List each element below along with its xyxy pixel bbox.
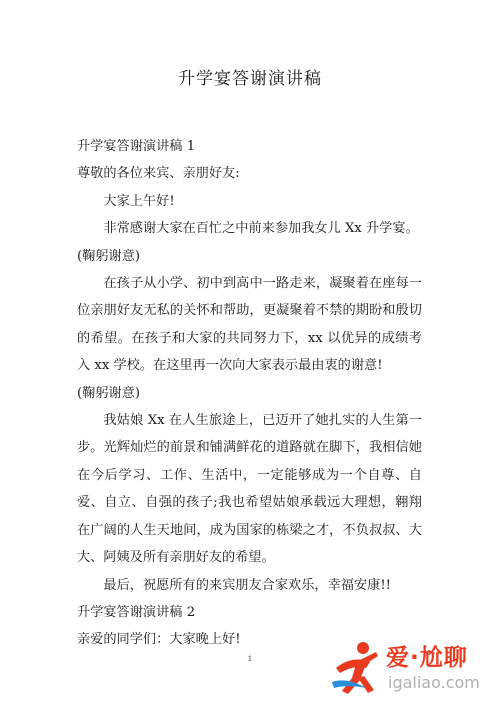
- paragraph: 升学宴答谢演讲稿 1: [77, 139, 196, 154]
- paragraph: 大家上午好!: [103, 193, 175, 209]
- watermark-brand: 爱·尬聊: [386, 645, 468, 671]
- paragraph: 升学宴答谢演讲稿 2: [77, 604, 196, 620]
- document-title: 升学宴答谢演讲稿: [178, 69, 322, 89]
- paragraph: 最后，祝愿所有的来宾朋友合家欢乐，幸福安康!!: [103, 577, 391, 593]
- site-watermark: [326, 636, 496, 702]
- running-figure-logo-icon: [330, 638, 384, 698]
- paragraph: (鞠躬谢意): [77, 385, 141, 401]
- watermark-url: igaliao.com: [388, 673, 480, 692]
- paragraph: 亲爱的同学们：大家晚上好!: [77, 632, 241, 648]
- document-body: [77, 133, 422, 654]
- paragraph: 我姑娘 Xx 在人生旅途上，已迈开了她扎实的人生第一步。光辉灿烂的前景和铺满鲜花的道路就在脚下，我相信她在今后学习、工作、生活中，一定能够成为一个自尊、自爱、自立、自强的孩子;我也希望姑娘承载远大理想，翱翔在广阔的人生天地间，成为国家的栋梁之才，不负叔叔、大大、阿姨及所有亲朋好友的希望。: [77, 413, 422, 566]
- paragraph: 尊敬的各位来宾、亲朋好友:: [77, 166, 240, 182]
- paragraph: 在孩子从小学、初中到高中一路走来，凝聚着在座每一位亲朋好友无私的关怀和帮助，更凝聚着不禁的期盼和殷切的希望。在孩子和大家的共同努力下，xx 以优异的成绩考入 xx 学校。在这里再一次向大家表示最由衷的谢意!: [77, 276, 422, 374]
- page-number: 1: [247, 655, 253, 663]
- paragraph: (鞠躬谢意): [77, 248, 141, 264]
- paragraph: 非常感谢大家在百忙之中前来参加我女儿 Xx 升学宴。: [103, 221, 419, 237]
